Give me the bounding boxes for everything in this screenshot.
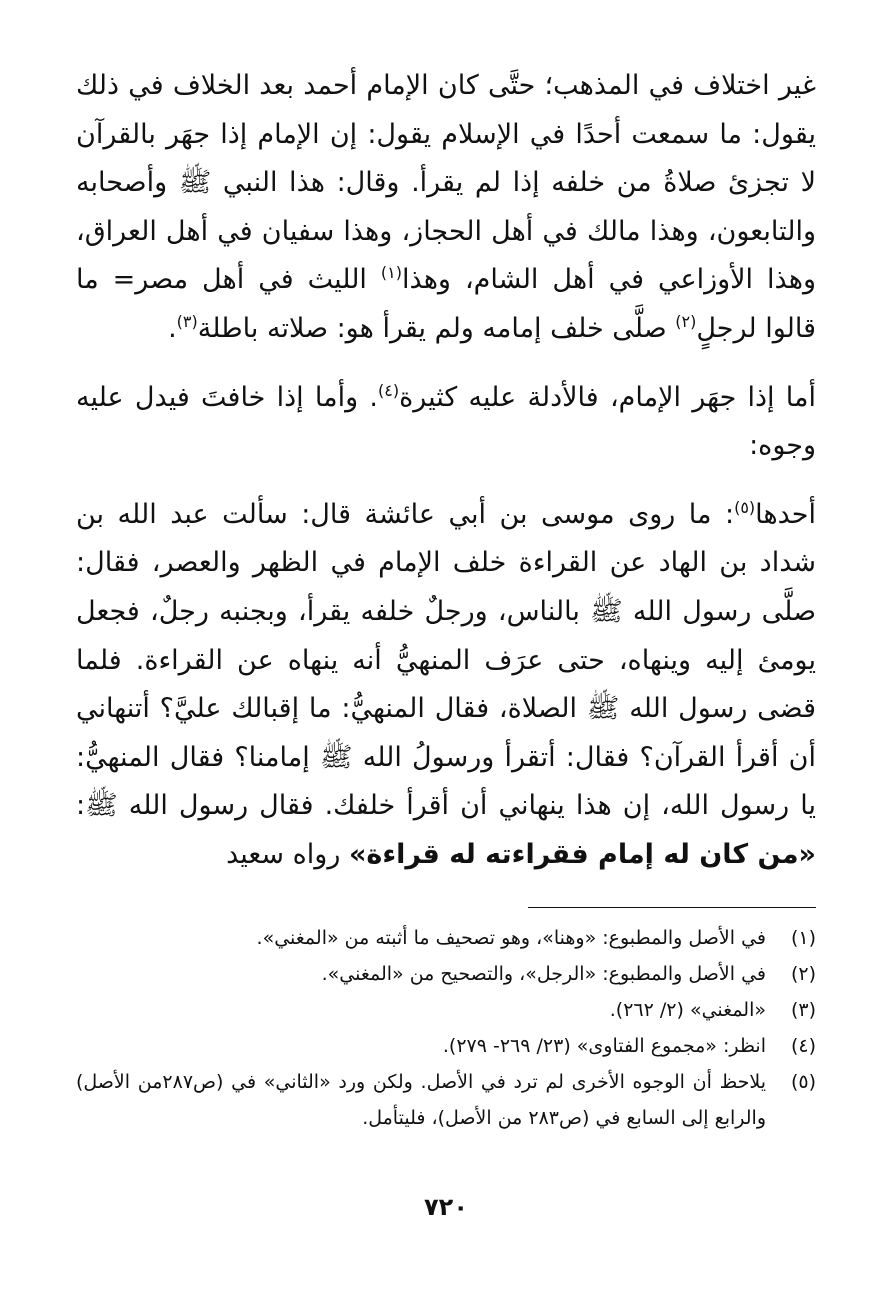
footnote-number: (٤) <box>790 1035 816 1057</box>
footnote-4 <box>76 1028 816 1064</box>
footnote-ref-2[interactable]: (٢) <box>675 311 697 331</box>
paragraph-3 <box>76 491 816 880</box>
footnote-number: (٣) <box>790 999 816 1021</box>
footnote-text: «المغني» (٢/ ٢٦٢). <box>609 999 766 1021</box>
footnotes <box>76 920 816 1136</box>
paragraph-3-text-a: أحدها <box>755 498 816 530</box>
footnote-divider <box>528 907 816 908</box>
footnote-ref-4[interactable]: (٤) <box>377 380 400 400</box>
footnote-ref-1[interactable]: (١) <box>380 263 403 283</box>
footnote-text: يلاحظ أن الوجوه الأخرى لم ترد في الأصل. ولكن ورد «الثاني» في (ص٢٨٧من الأصل) والرابع إلى السابع في (ص٢٨٣ من الأصل)، فليتأمل. <box>76 1071 766 1129</box>
paragraph-1 <box>76 62 816 354</box>
footnote-1 <box>76 920 816 956</box>
paragraph-3-text-c: رواه سعيد <box>226 838 349 870</box>
paragraph-3-text-b: : ما روى موسى بن أبي عائشة قال: سألت عبد الله بن شداد بن الهاد عن القراءة خلف الإمام في الظهر والعصر، فقال: صلَّى رسول الله ﷺ بالناس، ورجلٌ خلفه يقرأ، وبجنبه رجلٌ، فجعل يومئ إليه وينهاه، حتى عرَف المنهيُّ أنه ينهاه عن القراءة. فلما قضى رسول الله ﷺ الصلاة، فقال المنهيُّ: ما إقبالك عليَّ؟ أتنهاني أن أقرأ القرآن؟ فقال: أتقرأ ورسولُ الله ﷺ إمامنا؟ فقال المنهيُّ: يا رسول الله، إن هذا ينهاني أن أقرأ خلفك. فقال رسول الله ﷺ: <box>76 498 816 822</box>
paragraph-1-text-a: غير اختلاف في المذهب؛ حتَّى كان الإمام أحمد بعد الخلاف في ذلك يقول: ما سمعت أحدًا في الإسلام يقول: إن الإمام إذا جهَر بالقرآن لا تجزئ صلاةُ من خلفه إذا لم يقرأ. وقال: هذا النبي ﷺ وأصحابه والتابعون، وهذا مالك في أهل الحجاز، وهذا سفيان في أهل العراق، وهذا الأوزاعي في أهل الشام، وهذا <box>76 70 816 296</box>
footnote-text: انظر: «مجموع الفتاوى» (٢٣/ ٢٦٩- ٢٧٩). <box>442 1035 766 1057</box>
footnote-ref-3[interactable]: (٣) <box>176 311 198 331</box>
main-text <box>76 62 816 880</box>
footnote-number: (٥) <box>790 1071 816 1093</box>
footnote-5 <box>76 1064 816 1136</box>
footnote-3 <box>76 992 816 1028</box>
hadith-quote: «من كان له إمام فقراءته له قراءة» <box>348 838 816 870</box>
paragraph-1-text-b: الليث في أهل مصر= ما قالوا لرجلٍ <box>76 264 816 344</box>
footnote-ref-5[interactable]: (٥) <box>734 497 756 517</box>
page-number: ٧٢٠ <box>424 1193 468 1221</box>
footnote-2 <box>76 956 816 992</box>
footnote-number: (١) <box>790 927 816 949</box>
footnote-text: في الأصل والمطبوع: «الرجل»، والتصحيح من «المغني». <box>321 963 766 985</box>
paragraph-2 <box>76 374 816 471</box>
paragraph-2-text-b: . وأما إذا خافتَ فيدل عليه وجوه: <box>76 381 816 462</box>
footnote-text: في الأصل والمطبوع: «وهنا»، وهو تصحيف ما أثبته من «المغني». <box>256 927 766 949</box>
paragraph-1-text-d: . <box>168 312 177 344</box>
paragraph-2-text-a: أما إذا جهَر الإمام، فالأدلة عليه كثيرة <box>399 381 816 413</box>
paragraph-1-text-c: صلَّى خلف إمامه ولم يقرأ هو: صلاته باطلة <box>197 312 676 344</box>
footnote-number: (٢) <box>790 963 816 985</box>
